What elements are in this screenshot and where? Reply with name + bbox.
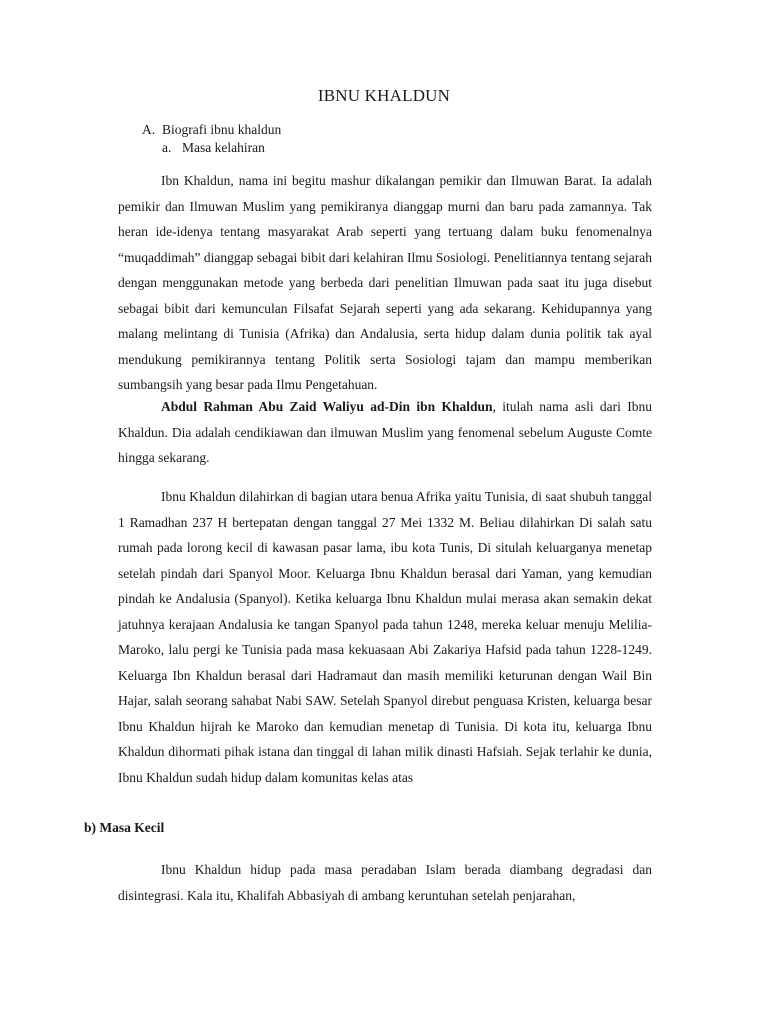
paragraph-text: Ibnu Khaldun hidup pada masa peradaban Islam berada diambang degradasi dan disintegrasi. Kala itu, Khalifah Abbasiyah di ambang keruntuhan setelah penjarahan, (118, 862, 652, 903)
paragraph-full-name (118, 394, 652, 471)
paragraph-text: Ibn Khaldun, nama ini begitu mashur dikalangan pemikir dan Ilmuwan Barat. Ia adalah pemikir dan Ilmuwan Muslim yang pemikiranya dianggap murni dan baru pada zamannya. Tak heran ide-idenya tentang masyarakat Arab seperti yang tertuang dalam buku fenomenalnya “muqaddimah” dianggap sebagai bibit dari kelahiran Ilmu Sosiologi. Penelitiannya tentang sejarah dengan menggunakan metode yang berbeda dari penelitian Ilmuwan pada saat itu juga disebut sebagai bibit dari kemunculan Filsafat Sejarah seperti yang ada sekarang. Kehidupannya yang malang melintang di Tunisia (Afrika) dan Andalusia, serta hidup dalam dunia politik tak ayal mendukung pemikirannya tentang Politik serta Sosiologi tajam dan mampu memberikan sumbangsih yang besar pada Ilmu Pengetahuan. (118, 173, 652, 392)
paragraph-birth-intro (118, 168, 652, 398)
paragraph-childhood (118, 857, 652, 908)
paragraph-birthplace (118, 484, 652, 790)
subsection-heading-a (162, 139, 265, 157)
paragraph-text: , itulah nama asli dari Ibnu Khaldun. Dia adalah cendikiawan dan ilmuwan Muslim yang fenomenal sebelum Auguste Comte hingga sekarang. (118, 399, 653, 465)
section-marker: A. (142, 122, 156, 137)
full-name-bold: Abdul Rahman Abu Zaid Waliyu ad-Din ibn Khaldun (161, 399, 493, 414)
document-title: IBNU KHALDUN (317, 86, 451, 105)
paragraph-text: Ibnu Khaldun dilahirkan di bagian utara benua Afrika yaitu Tunisia, di saat shubuh tanggal 1 Ramadhan 237 H bertepatan dengan tanggal 27 Mei 1332 M. Beliau dilahirkan Di salah satu rumah pada lorong kecil di kawasan pasar lama, ibu kota Tunis, Di situlah keluarganya menetap setelah pindah dari Spanyol Moor. Keluarga Ibnu Khaldun berasal dari Yaman, yang kemudian pindah ke Andalusia (Spanyol). Ketika keluarga Ibnu Khaldun mulai merasa akan semakin dekat jatuhnya kerajaan Andalusia ke tangan Spanyol pada tahun 1248, mereka keluar menuju Melilia-Maroko, lalu pergi ke Tunisia pada masa kekuasaan Abi Zakariya Hafsid pada tahun 1228-1249. Keluarga Ibn Khaldun berasal dari Hadramaut dan masih memiliki keturunan dengan Wail Bin Hajar, salah seorang sahabat Nabi SAW. Setelah Spanyol direbut penguasa Kristen, keluarga besar Ibnu Khaldun hijrah ke Maroko dan kemudian menetap di Tunisia. Di kota itu, keluarga Ibnu Khaldun dihormati pihak istana dan tinggal di lahan milik dinasti Hafsiah. Sejak terlahir ke dunia, Ibnu Khaldun sudah hidup dalam komunitas kelas atas (118, 489, 652, 785)
section-heading-a (142, 121, 281, 139)
subsection-label: Masa kelahiran (182, 140, 265, 155)
subsection-heading-b: b) Masa Kecil (84, 820, 165, 835)
subsection-marker: a. (162, 140, 172, 155)
section-label: Biografi ibnu khaldun (162, 122, 282, 137)
